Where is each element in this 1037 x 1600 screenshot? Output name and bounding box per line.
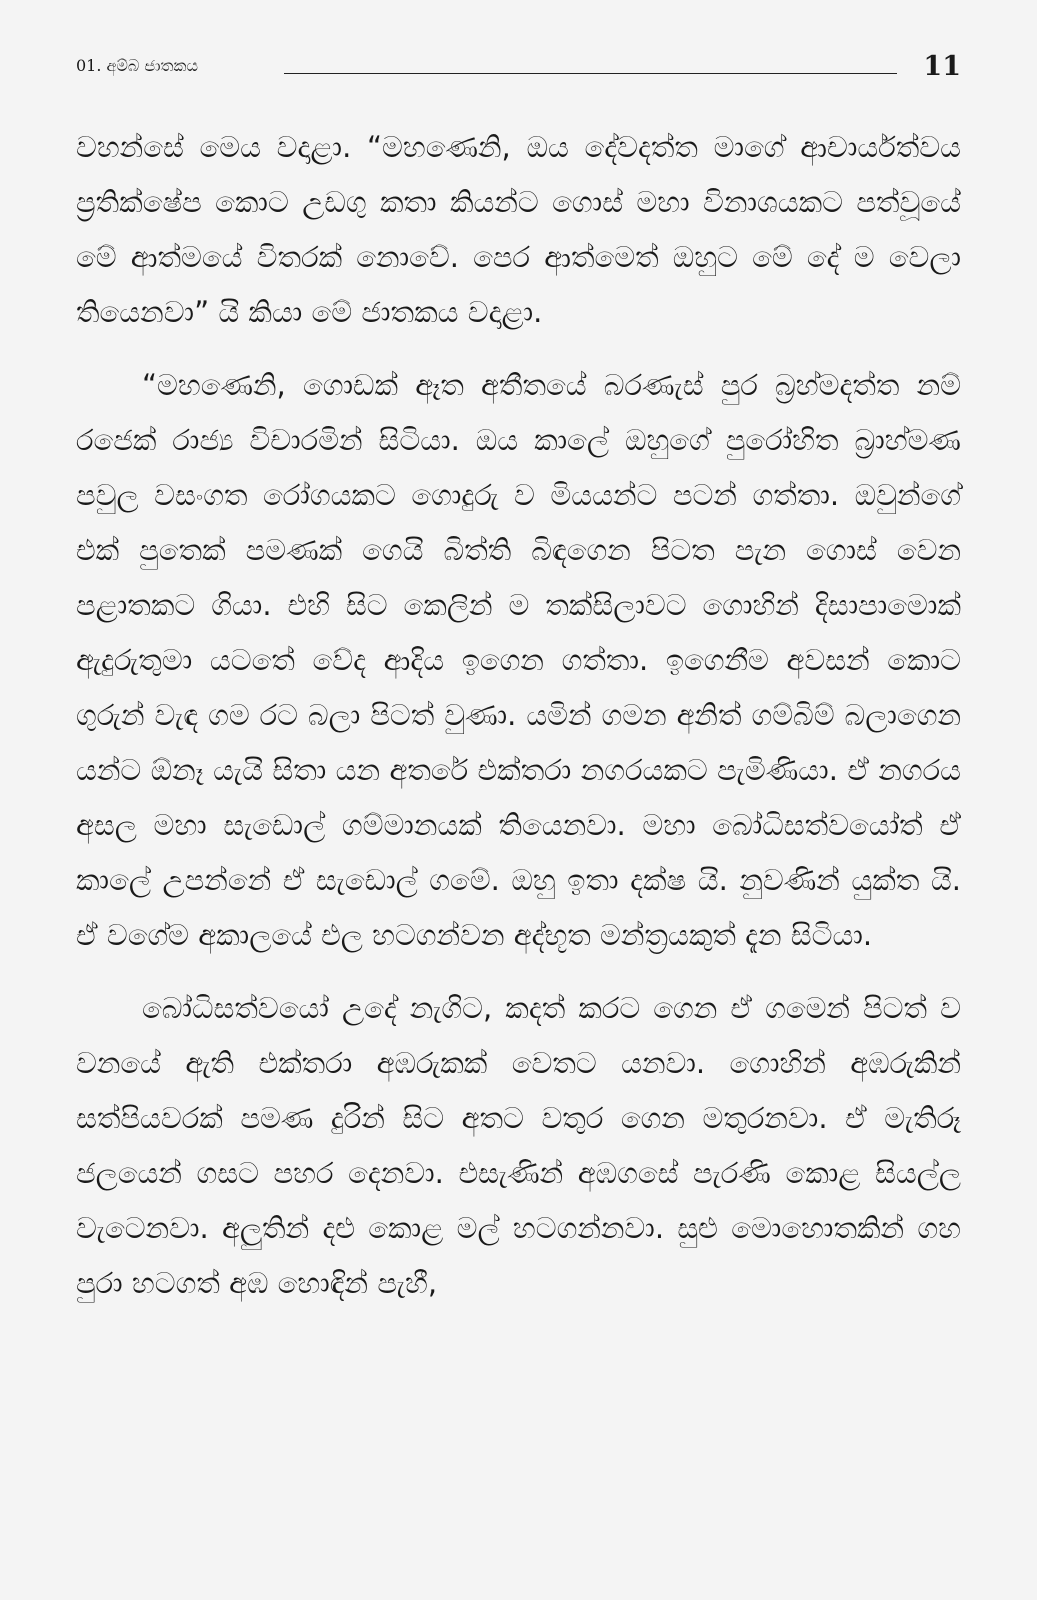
paragraph: බෝධිසත්වයෝ උදේ නැගිට, කදත් කරට ගෙන ඒ ගමෙන් පිටත් ව වනයේ ඇති එක්තරා අඹරුකක් වෙතට යනවා. ගොහින් අඹරුකින් සත්පියවරක් පමණ දුරින් සිට අතට වතුර ගෙන මතුරනවා. ඒ මැතිරූ ජලයෙන් ගසට පහර දෙනවා. එසැණින් අඹගසේ පැරණි කොළ සියල්ල වැටෙනවා. අලුතින් දළු කොළ මල් හටගන්නවා. සුළු මොහොතකින් ගහ පුරා හටගත් අඹ හොඳින් පැහී, xyxy=(76,991,961,1300)
paragraph: “මහණෙනි, ගොඩක් ඈත අතීතයේ බරණැස් පුර බ්‍රහ්මදත්ත නම් රජෙක් රාජ්‍ය විචාරමින් සිටියා. ඔය කාලේ ඔහුගේ පුරෝහිත බ්‍රාහ්මණ පවුල වසංගත රෝගයකට ගොදුරු ව මියයන්ට පටන් ගත්තා. ඔවුන්ගේ එක් පුතෙක් පමණක් ගෙයි බිත්ති බිඳගෙන පිටත පැන ගොස් වෙන පළාතකට ගියා. එහි සිට කෙලින් ම තක්සිලාවට ගොහින් දිසාපාමොක් ඇදුරුතුමා යටතේ වේද ආදිය ඉගෙන ගත්තා. ඉගෙනීම අවසන් කොට ගුරුන් වැඳ ගම රට බලා පිටත් වුණා. යමින් ගමන අනිත් ගම්බිම් බලාගෙන යන්ට ඕනෑ යැයි සිතා යන අතරේ එක්තරා නගරයකට පැමිණියා. ඒ නගරය අසල මහා සැඩොල් ගම්මානයක් තියෙනවා. මහා බෝධිසත්වයෝත් ඒ කාලේ උපන්නේ ඒ සැඩොල් ගමේ. ඔහු ඉතා දක්ෂ යි. නුවණින් යුක්ත යි. ඒ වගේම අකාලයේ එල හටගන්වන අද්භූත මන්ත්‍රයකුත් දැන සිටියා. xyxy=(76,368,961,952)
page-header xyxy=(76,44,961,88)
header-rule xyxy=(284,73,897,74)
page-body xyxy=(76,120,961,1329)
paragraph: වහන්සේ මෙය වදාළා. “මහණෙනි, ඔය දේවදත්ත මාගේ ආචාර්යත්වය ප්‍රතික්ෂේප කොට උඩගු කතා කියන්ට ගොස් මහා විනාශයකට පත්වූයේ මේ ආත්මයේ විතරක් නොවේ. පෙර ආත්මෙත් ඔහුට මේ දේ ම වෙලා තියෙනවා” යි කියා මේ ජාතකය වදාළා. xyxy=(76,130,961,329)
chapter-title: 01. අම්බ ජාතකය xyxy=(76,56,199,75)
page-number: 11 xyxy=(923,50,961,82)
